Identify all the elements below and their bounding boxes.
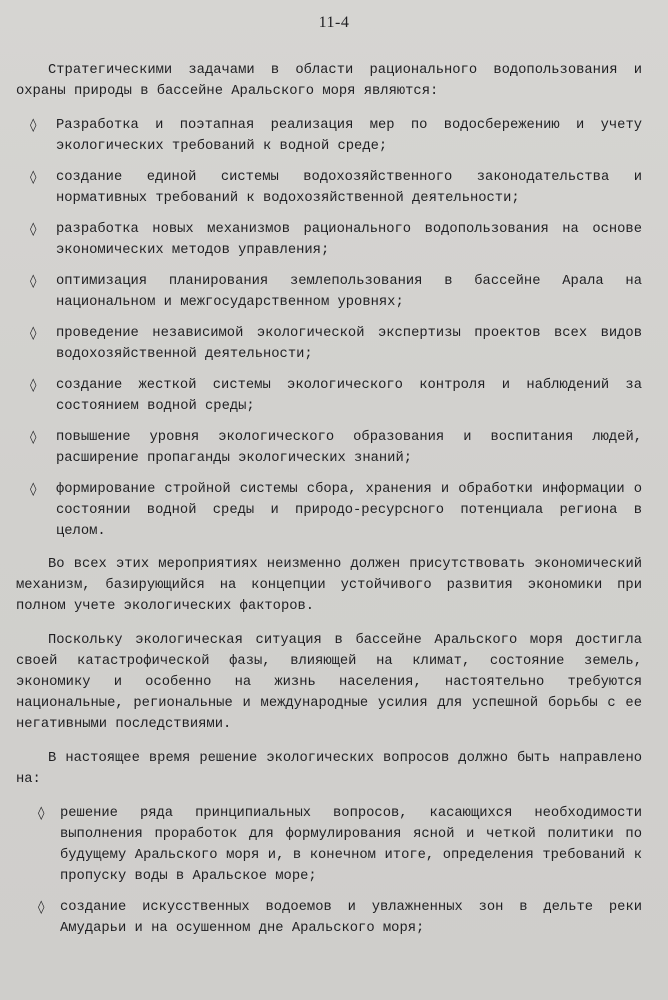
list-item	[16, 427, 642, 469]
current-actions-paragraph: В настоящее время решение экологических вопросов должно быть направлено на:	[16, 751, 642, 787]
list-item	[16, 323, 642, 365]
list-item-text: разработка новых механизмов рационального водопользования на основе экономических методов управления;	[56, 222, 642, 258]
list-item	[16, 219, 642, 261]
list-item	[16, 167, 642, 209]
diamond-bullet-icon: ◊	[30, 378, 37, 393]
page-number: 11-4	[318, 14, 350, 31]
diamond-bullet-icon: ◊	[30, 274, 37, 289]
page-content	[16, 60, 642, 951]
diamond-bullet-icon: ◊	[38, 900, 45, 915]
list-item	[16, 803, 642, 887]
list-item	[16, 375, 642, 417]
list-item	[16, 897, 642, 939]
list-item	[16, 115, 642, 157]
economic-mechanism-paragraph: Во всех этих мероприятиях неизменно должен присутствовать экономический механизм, базирующийся на концепции устойчивого развития экономики при полном учете экологических факторов.	[16, 557, 642, 614]
intro-paragraph: Стратегическими задачами в области рационального водопользования и охраны природы в бассейне Аральского моря являются:	[16, 63, 642, 99]
list-item-text: повышение уровня экологического образования и воспитания людей, расширение пропаганды экологических знаний;	[56, 430, 642, 466]
list-item-text: Разработка и поэтапная реализация мер по водосбережению и учету экологических требований к водной среде;	[56, 118, 642, 154]
list-item	[16, 479, 642, 542]
list-item-text: создание жесткой системы экологического контроля и наблюдений за состоянием водной среды;	[56, 378, 642, 414]
diamond-bullet-icon: ◊	[30, 326, 37, 341]
diamond-bullet-icon: ◊	[30, 170, 37, 185]
list-item-text: формирование стройной системы сбора, хранения и обработки информации о состоянии водной среды и природо-ресурсного потенциала региона в целом.	[56, 482, 642, 539]
list-item-text: решение ряда принципиальных вопросов, касающихся необходимости выполнения проработок для формулирования ясной и четкой политики по будущему Аральского моря и, в конечном итоге, определения требований к пропуску воды в Аральское море;	[60, 806, 642, 884]
list-item-text: проведение независимой экологической экспертизы проектов всех видов водохозяйственной деятельности;	[56, 326, 642, 362]
diamond-bullet-icon: ◊	[30, 118, 37, 133]
ecological-situation-paragraph: Поскольку экологическая ситуация в бассейне Аральского моря достигла своей катастрофической фазы, влияющей на климат, состояние земель, экономику и особенно на жизнь населения, настоятельно требуются национальные, региональные и международные усилия для успешной борьбы с ее негативными последствиями.	[16, 633, 642, 732]
diamond-bullet-icon: ◊	[30, 482, 37, 497]
diamond-bullet-icon: ◊	[30, 222, 37, 237]
list-item-text: оптимизация планирования землепользования в бассейне Арала на национальном и межгосударственном уровнях;	[56, 274, 642, 310]
list-item-text: создание единой системы водохозяйственного законодательства и нормативных требований к водохозяйственной деятельности;	[56, 170, 642, 206]
current-actions-list	[16, 803, 642, 939]
diamond-bullet-icon: ◊	[30, 430, 37, 445]
list-item	[16, 271, 642, 313]
strategic-tasks-list	[16, 115, 642, 542]
list-item-text: создание искусственных водоемов и увлажненных зон в дельте реки Амударьи и на осушенном дне Аральского моря;	[60, 900, 642, 936]
diamond-bullet-icon: ◊	[38, 806, 45, 821]
